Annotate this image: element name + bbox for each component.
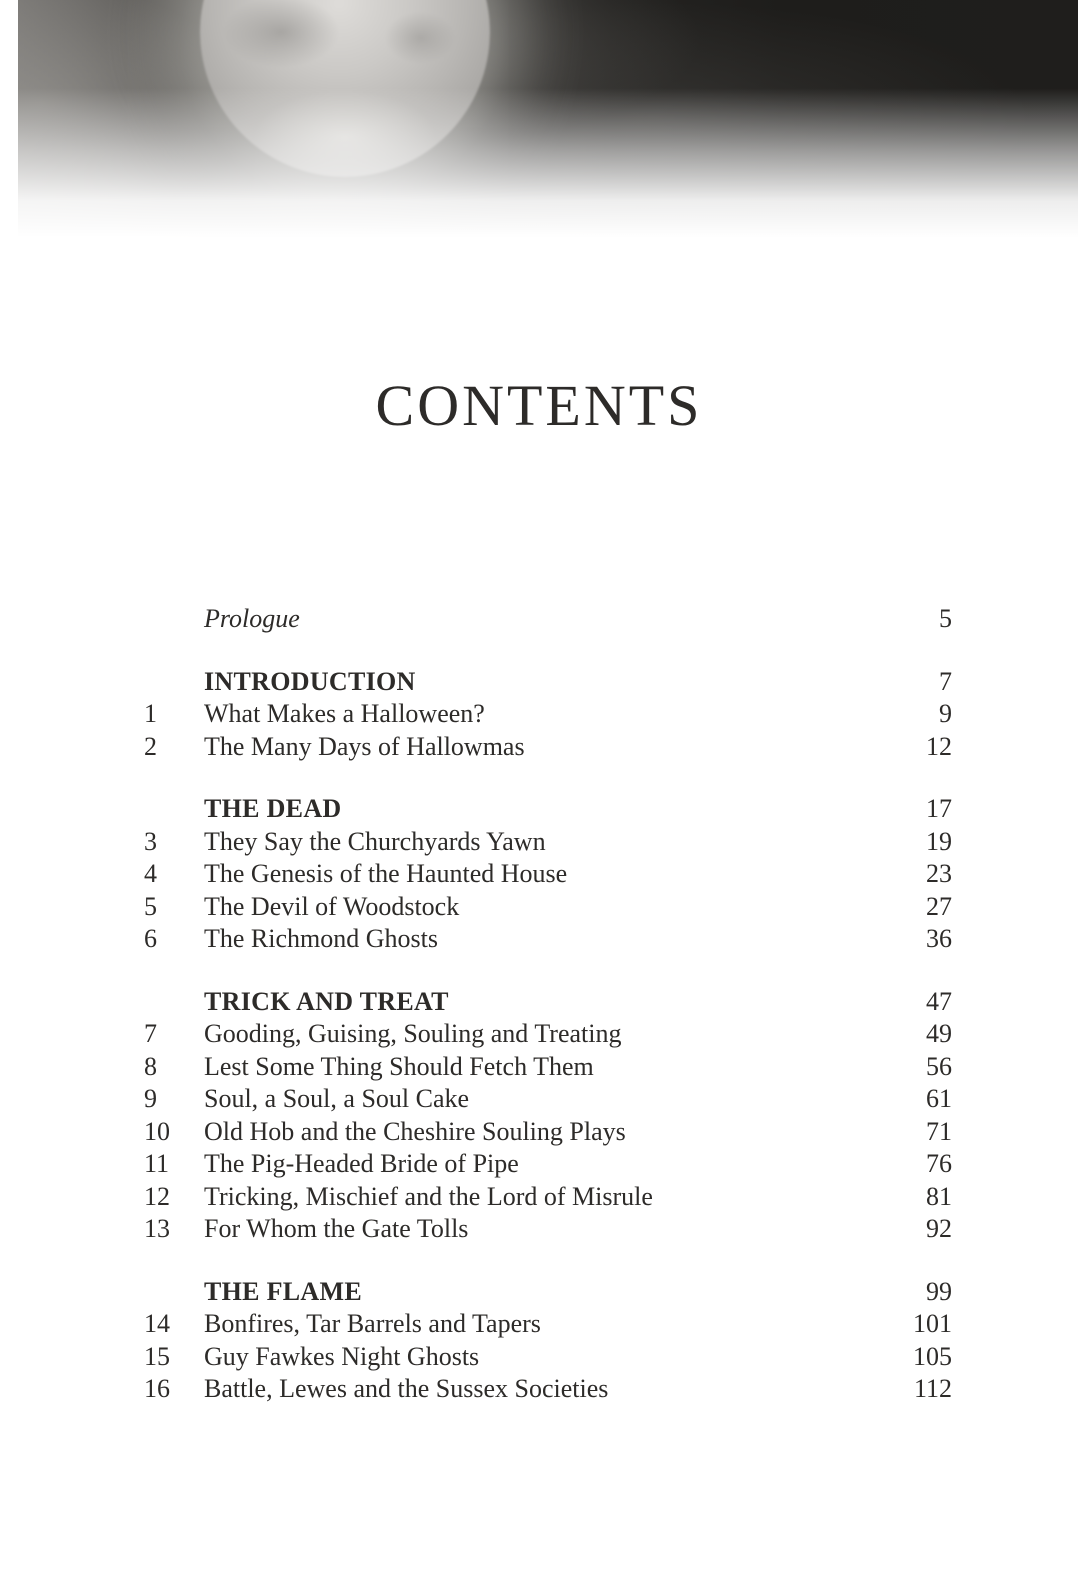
toc-section-row [144, 793, 952, 826]
toc-entry-row [144, 923, 952, 956]
toc-entry-title: They Say the Churchyards Yawn [204, 826, 546, 856]
toc-number-cell [144, 666, 204, 699]
toc-entry-title: Tricking, Mischief and the Lord of Misrule [204, 1181, 653, 1211]
toc-number-cell [144, 603, 204, 636]
toc-entry-row [144, 1308, 952, 1341]
toc-entry-page: 56 [926, 1051, 952, 1081]
toc-entry-page: 19 [926, 826, 952, 856]
toc-section-page: 7 [939, 666, 952, 696]
toc-entry-title: Guy Fawkes Night Ghosts [204, 1341, 480, 1371]
toc-entry-page: 105 [913, 1341, 952, 1371]
toc-entry-page: 27 [926, 891, 952, 921]
toc-entry-row [144, 1018, 952, 1051]
toc-prologue-row [144, 603, 952, 636]
toc-section-row [144, 1276, 952, 1309]
toc-group [144, 986, 952, 1246]
toc-entry-page: 12 [926, 731, 952, 761]
toc-entry-row [144, 1051, 952, 1084]
toc-section-heading: THE DEAD [204, 794, 342, 823]
toc-entry-title: Gooding, Guising, Souling and Treating [204, 1019, 622, 1048]
toc-section-heading: THE FLAME [204, 1276, 362, 1306]
toc-entry-title: For Whom the Gate Tolls [204, 1214, 469, 1243]
toc-entry-title: The Richmond Ghosts [204, 924, 438, 953]
toc-entry-row [144, 1341, 952, 1374]
toc-entry-row [144, 1148, 952, 1181]
toc-section-row [144, 986, 952, 1019]
toc-entry-row [144, 1083, 952, 1116]
toc-entry-title: Battle, Lewes and the Sussex Societies [204, 1374, 609, 1403]
banner-white-fade [18, 0, 1078, 245]
toc-section-row [144, 666, 952, 699]
toc-entry-page: 9 [939, 699, 952, 728]
toc-section-heading: INTRODUCTION [204, 666, 416, 696]
toc-entry-page: 71 [926, 1116, 952, 1146]
toc-entry-number: 5 [144, 891, 157, 921]
toc-entry-title: The Pig-Headed Bride of Pipe [204, 1149, 519, 1178]
toc-entry-page: 101 [913, 1309, 952, 1338]
toc-entry-number: 4 [144, 859, 157, 888]
toc-entry-row [144, 826, 952, 859]
toc-section-page: 17 [926, 794, 952, 823]
toc-entry-number: 16 [144, 1374, 170, 1403]
toc-entry-page: 36 [926, 924, 952, 953]
toc-entry-page: 92 [926, 1214, 952, 1243]
toc-entry-row [144, 1181, 952, 1214]
toc-number-cell [144, 1276, 204, 1309]
toc-entry-number: 3 [144, 826, 157, 856]
toc-entry-title: The Genesis of the Haunted House [204, 859, 568, 888]
toc-entry-row [144, 698, 952, 731]
toc-section-page: 99 [926, 1276, 952, 1306]
toc-entry-title: Bonfires, Tar Barrels and Tapers [204, 1309, 541, 1338]
toc-entry-page: 23 [926, 859, 952, 888]
toc-entry-number: 11 [144, 1149, 170, 1178]
toc-prologue-title: Prologue [204, 604, 300, 633]
toc-entry-title: Lest Some Thing Should Fetch Them [204, 1051, 594, 1081]
toc-group [144, 793, 952, 956]
toc-entry-row [144, 1373, 952, 1406]
toc-entry-number: 2 [144, 731, 157, 761]
toc-entry-number: 15 [144, 1341, 170, 1371]
toc-groups [144, 666, 952, 1406]
toc-entry-row [144, 1116, 952, 1149]
toc-entry-row [144, 891, 952, 924]
toc-number-cell [144, 793, 204, 826]
toc-entry-page: 81 [926, 1181, 952, 1211]
toc-entry-row [144, 731, 952, 764]
toc-prologue-page: 5 [939, 604, 952, 633]
toc-entry-number: 12 [144, 1181, 170, 1211]
toc-entry-number: 6 [144, 924, 157, 953]
toc-entry-row [144, 858, 952, 891]
toc-entry-number: 1 [144, 699, 157, 728]
toc-group [144, 1276, 952, 1406]
toc-entry-number: 14 [144, 1309, 170, 1338]
toc-entry-number: 9 [144, 1084, 157, 1113]
toc-entry-page: 76 [926, 1149, 952, 1178]
toc-section-page: 47 [926, 986, 952, 1016]
page-title: CONTENTS [375, 373, 703, 438]
toc-number-cell [144, 986, 204, 1019]
toc-group [144, 666, 952, 764]
toc-entry-title: What Makes a Halloween? [204, 699, 485, 728]
moon-banner-image [18, 0, 1078, 245]
toc-entry-title: The Devil of Woodstock [204, 891, 460, 921]
toc-entry-number: 8 [144, 1051, 157, 1081]
toc-entry-row [144, 1213, 952, 1246]
toc-entry-title: Soul, a Soul, a Soul Cake [204, 1084, 470, 1113]
toc-entry-number: 10 [144, 1116, 170, 1146]
toc-entry-number: 13 [144, 1214, 170, 1243]
toc-section-heading: TRICK AND TREAT [204, 986, 449, 1016]
table-of-contents [144, 603, 952, 1406]
toc-entry-title: Old Hob and the Cheshire Souling Plays [204, 1116, 626, 1146]
toc-entry-page: 49 [926, 1019, 952, 1048]
toc-entry-page: 112 [913, 1374, 952, 1403]
toc-entry-number: 7 [144, 1019, 157, 1048]
toc-entry-title: The Many Days of Hallowmas [204, 731, 525, 761]
toc-entry-page: 61 [926, 1084, 952, 1113]
